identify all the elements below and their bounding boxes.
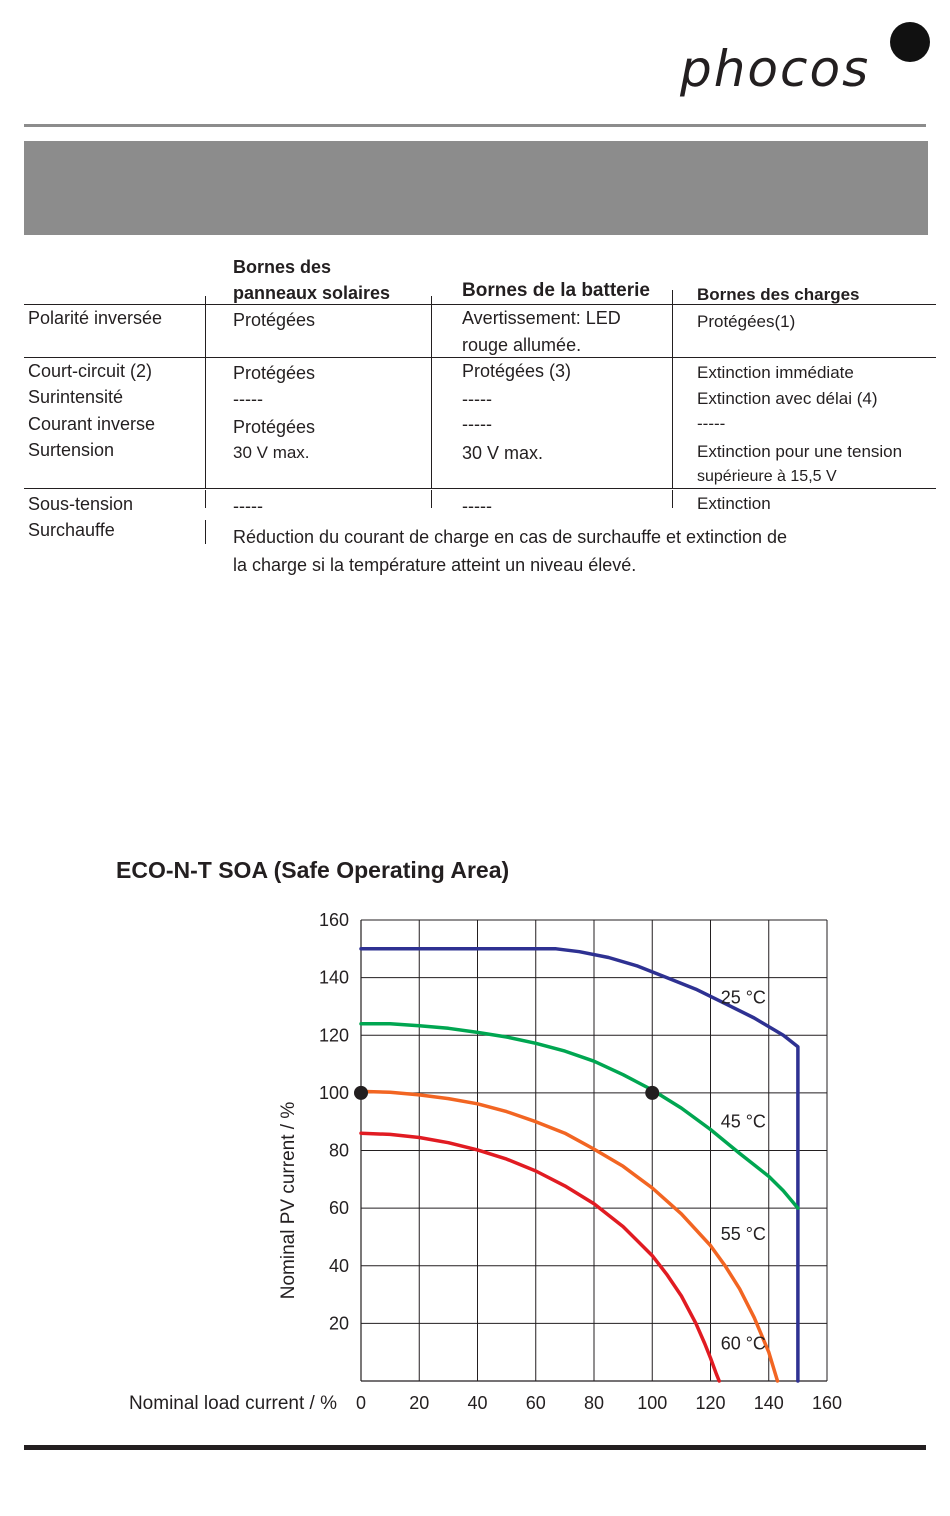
x-axis-label: Nominal load current / % bbox=[128, 1393, 337, 1414]
brand-wordmark: phocos bbox=[680, 40, 871, 98]
y-tick-label: 60 bbox=[328, 1198, 349, 1219]
col-header-battery: Bornes de la batterie bbox=[462, 280, 650, 301]
series-label: 45 °C bbox=[720, 1111, 766, 1132]
y-axis-label: Nominal PV current / % bbox=[278, 1101, 299, 1300]
cell-surintensite-load: Extinction avec délai (4) bbox=[697, 389, 878, 408]
x-tick-label: 40 bbox=[467, 1393, 488, 1413]
cell-court-circuit-solar: Protégées bbox=[233, 363, 316, 383]
cell-sous-tension-battery: ----- bbox=[462, 496, 492, 516]
y-tick-label: 40 bbox=[328, 1255, 349, 1276]
row-label-court-circuit: Court-circuit (2) bbox=[28, 361, 153, 381]
cell-surintensite-battery: ----- bbox=[462, 389, 492, 409]
cell-polarite-battery-line1: Avertissement: LED bbox=[462, 308, 621, 328]
cell-surtension-battery: 30 V max. bbox=[462, 443, 544, 463]
col-header-solar-line1: Bornes des bbox=[233, 257, 332, 277]
row-label-surchauffe: Surchauffe bbox=[28, 520, 115, 540]
series-line-25c bbox=[361, 949, 798, 1381]
cell-courant-inverse-load: ----- bbox=[697, 414, 726, 433]
footer-rule bbox=[24, 1445, 926, 1450]
x-tick-label: 60 bbox=[525, 1393, 546, 1413]
cell-courant-inverse-battery: ----- bbox=[462, 414, 492, 434]
row-label-sous-tension: Sous-tension bbox=[28, 494, 134, 514]
cell-sous-tension-solar: ----- bbox=[233, 496, 263, 516]
y-tick-label: 140 bbox=[318, 967, 349, 988]
y-tick-label: 80 bbox=[328, 1140, 349, 1161]
row-label-polarite: Polarité inversée bbox=[28, 308, 163, 328]
x-tick-label: 80 bbox=[583, 1393, 605, 1413]
series-line-60c bbox=[361, 1133, 719, 1381]
x-tick-label: 0 bbox=[355, 1393, 367, 1413]
y-tick-label: 160 bbox=[318, 910, 349, 930]
col-header-load: Bornes des charges bbox=[697, 285, 860, 304]
cell-courant-inverse-solar: Protégées bbox=[233, 417, 316, 437]
y-tick-label: 20 bbox=[328, 1313, 349, 1334]
cell-surchauffe-line2: la charge si la température atteint un niveau élevé. bbox=[233, 555, 637, 575]
series-label: 25 °C bbox=[720, 987, 766, 1008]
operating-point-marker bbox=[354, 1086, 368, 1100]
cell-surtension-solar: 30 V max. bbox=[233, 443, 310, 462]
cell-polarite-load: Protégées(1) bbox=[697, 312, 796, 331]
operating-point-marker bbox=[645, 1086, 659, 1100]
chart-title: ECO-N-T SOA (Safe Operating Area) bbox=[116, 857, 510, 883]
series-label: 60 °C bbox=[720, 1333, 766, 1354]
row-label-surtension: Surtension bbox=[28, 440, 115, 460]
cell-surchauffe-line1: Réduction du courant de charge en cas de surchauffe et extinction de bbox=[233, 527, 788, 547]
x-tick-label: 160 bbox=[811, 1393, 843, 1413]
col-header-solar-line2: panneaux solaires bbox=[233, 283, 391, 303]
cell-surintensite-solar: ----- bbox=[233, 389, 263, 409]
x-tick-label: 20 bbox=[409, 1393, 430, 1413]
cell-surtension-load-line1: Extinction pour une tension bbox=[697, 442, 903, 461]
x-tick-label: 100 bbox=[637, 1393, 668, 1413]
cell-court-circuit-battery: Protégées (3) bbox=[462, 361, 572, 381]
row-label-surintensite: Surintensité bbox=[28, 387, 124, 407]
series-label: 55 °C bbox=[720, 1223, 766, 1244]
x-tick-label: 140 bbox=[753, 1393, 784, 1413]
cell-polarite-battery-line2: rouge allumée. bbox=[462, 335, 582, 355]
cell-polarite-solar: Protégées bbox=[233, 310, 316, 330]
y-tick-label: 120 bbox=[318, 1025, 349, 1046]
row-label-courant-inverse: Courant inverse bbox=[28, 414, 156, 434]
cell-surtension-load-line2: supérieure à 15,5 V bbox=[697, 468, 837, 485]
x-tick-label: 120 bbox=[695, 1393, 726, 1413]
cell-sous-tension-load: Extinction bbox=[697, 494, 771, 513]
cell-court-circuit-load: Extinction immédiate bbox=[697, 363, 854, 382]
y-tick-label: 100 bbox=[318, 1082, 349, 1103]
